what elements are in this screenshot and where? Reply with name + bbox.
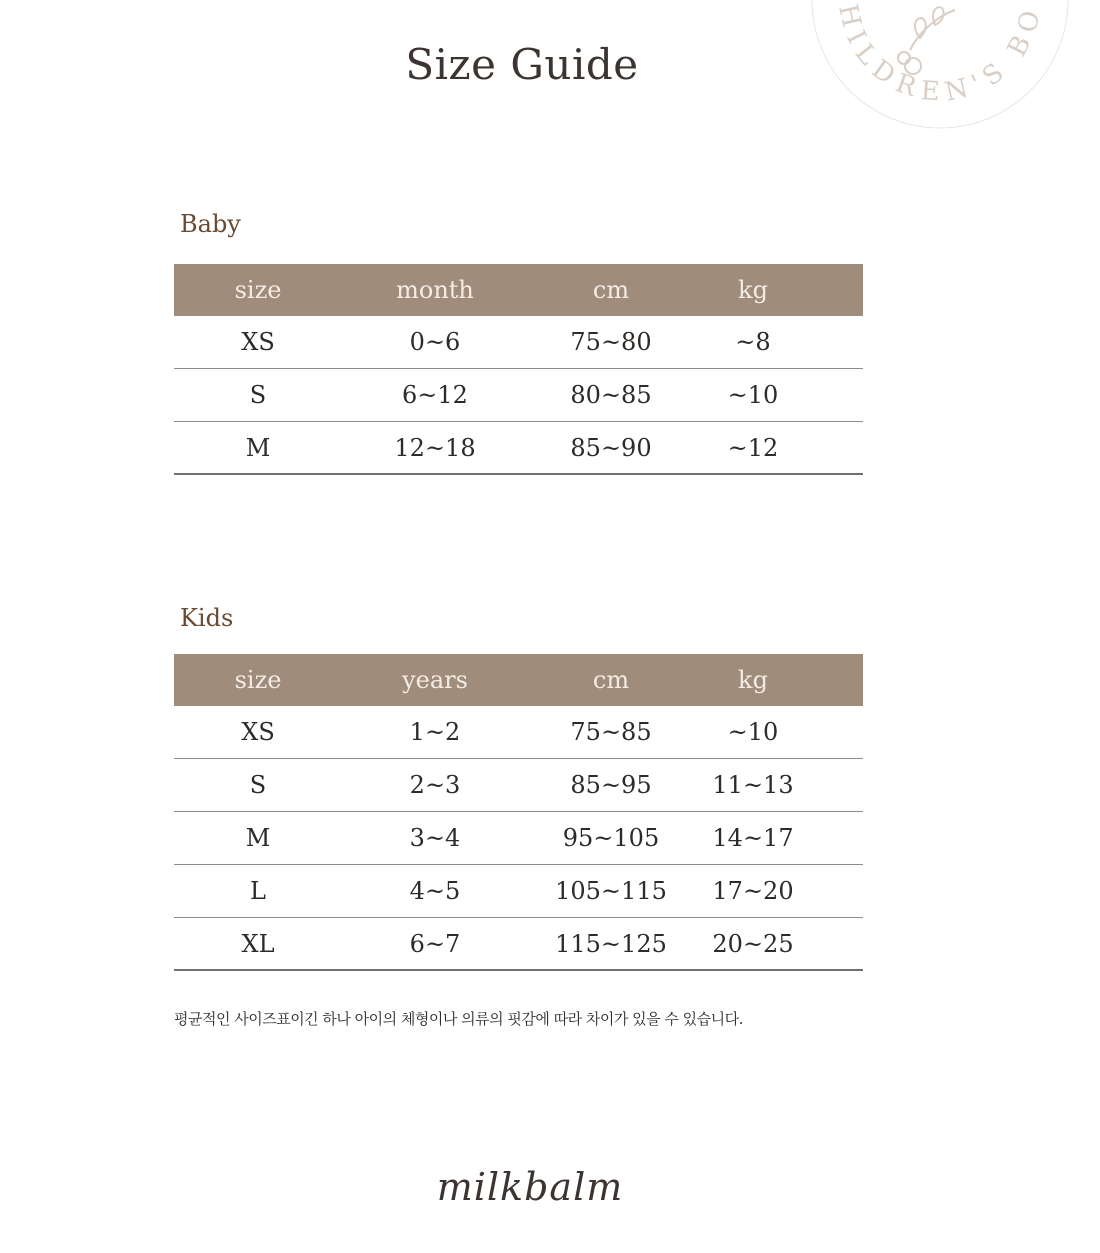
cell-cm: 115~125: [555, 929, 667, 958]
header-kg: kg: [738, 666, 768, 694]
cell-month: 0~6: [409, 328, 461, 356]
cell-kg: 20~25: [712, 929, 794, 958]
cell-month: 6~12: [402, 381, 468, 409]
cell-cm: 75~80: [570, 328, 652, 356]
brand-logo: milkbalm: [436, 1165, 624, 1209]
size-disclaimer: 평균적인 사이즈표이긴 하나 아이의 체형이나 의류의 핏감에 따라 차이가 있을 수 있습니다.: [174, 1010, 743, 1028]
cell-years: 3~4: [409, 824, 461, 852]
cell-cm: 95~105: [562, 824, 660, 852]
header-size: size: [234, 666, 282, 694]
cell-size: XS: [241, 328, 275, 356]
cell-cm: 85~90: [570, 433, 652, 462]
table-row: [174, 865, 863, 918]
kids-section-label: Kids: [180, 604, 234, 632]
header-size: size: [234, 276, 282, 304]
header-month: month: [396, 276, 474, 304]
cell-size: XS: [241, 718, 275, 746]
header-cm: cm: [592, 276, 630, 304]
kids-size-table: [174, 654, 863, 971]
cell-kg: ~10: [727, 718, 779, 746]
cell-size: M: [245, 824, 271, 852]
stamp-text: HILDREN'S BO: [832, 0, 1048, 108]
table-row: [174, 918, 863, 971]
table-row: [174, 812, 863, 865]
cell-kg: ~12: [727, 433, 779, 462]
header-kg: kg: [738, 276, 768, 304]
cell-size: S: [249, 381, 267, 409]
cell-years: 2~3: [409, 771, 461, 799]
table-row: [174, 706, 863, 759]
header-years: years: [402, 666, 468, 694]
cell-kg: 14~17: [712, 824, 794, 852]
kids-table-header: [174, 654, 863, 706]
table-row: [174, 369, 863, 422]
cell-kg: ~8: [735, 328, 771, 356]
cell-kg: ~10: [727, 381, 779, 409]
cell-size: XL: [241, 929, 275, 958]
cell-years: 1~2: [409, 718, 461, 746]
table-row: [174, 759, 863, 812]
cell-size: M: [245, 433, 271, 462]
table-row: [174, 316, 863, 369]
baby-section-label: Baby: [180, 210, 241, 238]
cell-years: 6~7: [409, 929, 461, 958]
baby-size-table: [174, 264, 863, 475]
cell-kg: 17~20: [712, 877, 794, 905]
cell-cm: 80~85: [570, 381, 652, 409]
cell-years: 4~5: [409, 877, 461, 905]
cell-month: 12~18: [394, 433, 476, 462]
cell-cm: 75~85: [570, 718, 652, 746]
cell-cm: 85~95: [570, 771, 652, 799]
cell-kg: 11~13: [712, 771, 794, 799]
cell-cm: 105~115: [555, 877, 667, 905]
page-title: Size Guide: [405, 40, 639, 89]
table-row: [174, 422, 863, 475]
header-cm: cm: [592, 666, 630, 694]
baby-table-header: [174, 264, 863, 316]
cell-size: S: [249, 771, 267, 799]
cell-size: L: [250, 877, 266, 905]
